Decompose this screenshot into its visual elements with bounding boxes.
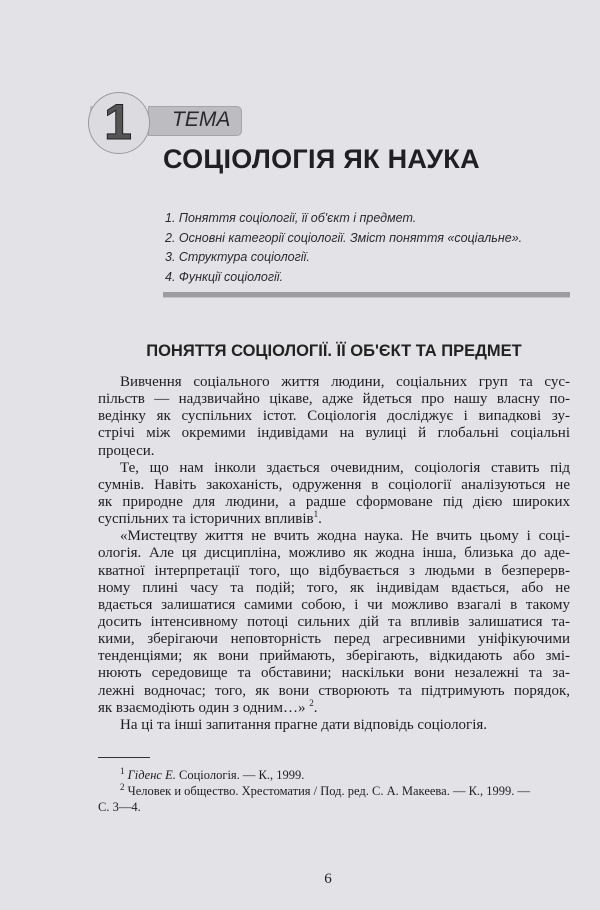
chapter-title: СОЦІОЛОГІЯ ЯК НАУКА	[163, 144, 480, 174]
tema-label: ТЕМА	[172, 108, 231, 131]
topic-item: 3. Структура соціології.	[165, 250, 310, 264]
text-line: стрічі між окремими індивідами на вулиці й глобальні соціальні	[98, 425, 570, 442]
text-line: нюють середовище та обставини; наскільки вони незалежні та за-	[98, 665, 570, 682]
topic-item: 2. Основні категорії соціології. Зміст поняття «соціальне».	[165, 230, 523, 245]
text-line: ному плині часу та подій; того, як індивідам вдається, або не	[98, 579, 570, 596]
text-line: вдається залишатися самими собою, і чи можливо взагалі в такому	[98, 596, 570, 613]
text-line: кватної інтерпретації того, що відбувається з людьми в безперерв-	[98, 562, 570, 579]
footnote-text: Соціологія. — К., 1999.	[175, 768, 305, 782]
topic-item: 1. Поняття соціології, її об'єкт і предмет.	[165, 211, 417, 225]
section-heading: ПОНЯТТЯ СОЦІОЛОГІЇ. ЇЇ ОБ'ЄКТ ТА ПРЕДМЕТ	[146, 342, 522, 360]
page-number: 6	[324, 871, 332, 887]
footnote-separator	[98, 757, 150, 758]
paragraph-1	[98, 374, 570, 460]
text-line: як природне для людини, а радше сформоване під дією широких	[98, 493, 570, 510]
footnote-ref[interactable]: 1	[313, 509, 319, 520]
footnote-number: 1	[120, 765, 125, 776]
text-line: досить інтенсивному потоці сильних дій та впливів залишатися та-	[98, 613, 570, 630]
text-line: На ці та інші запитання прагне дати відповідь соціологія.	[120, 716, 488, 733]
text-line: пільств — надзвичайно цікаве, адже йдеться про нашу власну по-	[98, 391, 570, 408]
text-line: «Мистецтву життя не вчить жодна наука. Не вчить цьому і соці-	[120, 528, 570, 545]
text-line: сумнів. Навіть закоханість, одруження в соціології аналізуються не	[98, 476, 570, 493]
paragraph-3-quote	[98, 528, 570, 717]
footnote-ref[interactable]: 2	[309, 697, 314, 708]
divider-bar	[163, 292, 570, 298]
footnote-1	[98, 767, 570, 783]
text-tail: .	[318, 511, 322, 528]
text-line: процеси.	[98, 442, 155, 459]
topic-list	[165, 209, 522, 287]
footnote-text-cont: С. 3—4.	[98, 800, 141, 814]
text-line: лежні водночас; того, як вони створюють та підтримують порядок,	[98, 682, 570, 699]
footnotes	[98, 767, 570, 815]
footnote-number: 2	[120, 781, 125, 792]
text-line: тенденціями; як вони приймають, зберігають, відкидають або змі-	[98, 648, 570, 665]
text-line: кими, зберігаючи неповторність перед агресивними уніфікуючими	[98, 631, 570, 648]
text-tail: .	[313, 699, 318, 716]
footnote-text: Человек и общество. Хрестоматия / Под. ред. С. А. Макеева. — К., 1999. —	[127, 784, 531, 798]
text-line: ведінку як суспільних істот. Соціологія досліджує і випадкові зу-	[98, 408, 570, 425]
topic-item: 4. Функції соціології.	[165, 269, 284, 284]
body-text	[98, 374, 570, 734]
text-line	[98, 697, 570, 717]
footnote-author: Гіденс Е.	[127, 768, 176, 782]
text-line-content: суспільних та історичних впливів	[98, 511, 314, 528]
paragraph-2	[98, 460, 570, 529]
footnote-2	[98, 783, 570, 815]
text-line: ологія. Але ця дисципліна, можливо як жодна інша, близька до аде-	[98, 545, 570, 562]
chapter-number: 1	[104, 94, 132, 150]
text-line-content: як взаємодіють один з одним…»	[98, 699, 310, 716]
text-line	[98, 511, 570, 528]
text-line: Вивчення соціального життя людини, соціальних груп та сус-	[120, 374, 570, 390]
paragraph-4	[98, 717, 570, 734]
text-line: Те, що нам інколи здається очевидним, соціологія ставить під	[120, 459, 570, 476]
